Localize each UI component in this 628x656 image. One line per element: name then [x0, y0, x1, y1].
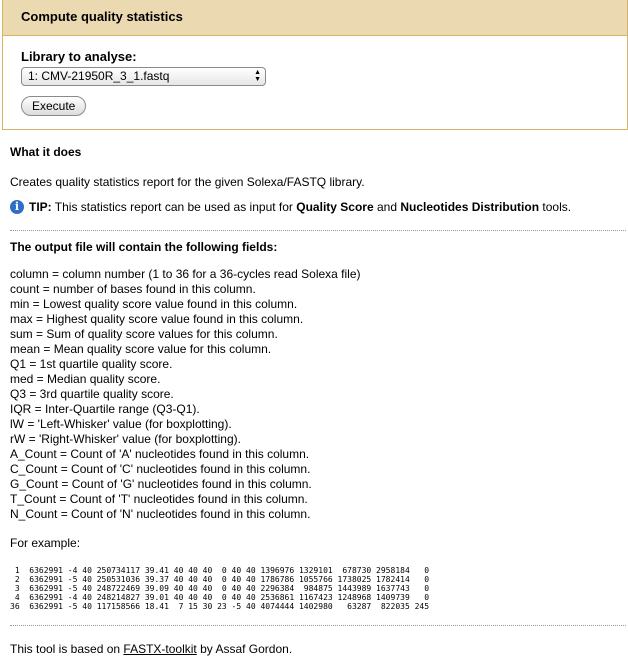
fastx-toolkit-link[interactable]: FASTX-toolkit	[123, 642, 197, 656]
field-line: max = Highest quality score value found in this column.	[10, 312, 304, 326]
example-row: 1 6362991 -4 40 250734117 39.41 40 40 40 0 40 40 1396976 1329101 678730 2958184 0	[10, 566, 430, 575]
what-it-does-heading: What it does	[10, 145, 82, 159]
fields-list	[10, 267, 628, 522]
tool-form	[2, 0, 628, 130]
field-line: lW = 'Left-Whisker' value (for boxplotting).	[10, 417, 232, 431]
footer-prefix: This tool is based on	[10, 642, 121, 656]
tip-row	[10, 200, 628, 214]
field-line: C_Count = Count of 'C' nucleotides found in this column.	[10, 462, 311, 476]
example-row: 2 6362991 -5 40 250531036 39.37 40 40 40 0 40 40 1786786 1055766 1738025 1782414 0	[10, 575, 430, 584]
footer-text	[10, 642, 628, 656]
field-line: mean = Mean quality score value for this column.	[10, 342, 272, 356]
example-row: 4 6362991 -4 40 248214827 39.01 40 40 40 0 40 40 2536861 1167423 1248968 1409739 0	[10, 593, 430, 602]
tool-form-body	[3, 36, 627, 116]
tip-label: TIP:	[29, 200, 52, 214]
divider	[10, 625, 626, 626]
field-line: Q1 = 1st quartile quality score.	[10, 357, 173, 371]
example-label: For example:	[10, 536, 81, 550]
footer-suffix: by Assaf Gordon.	[200, 642, 293, 656]
info-icon: i	[10, 200, 24, 214]
tip-text-1: This statistics report can be used as input for	[54, 200, 293, 214]
example-block	[10, 566, 628, 611]
library-select[interactable]	[21, 67, 266, 86]
field-line: med = Median quality score.	[10, 372, 161, 386]
example-row: 36 6362991 -5 40 117158566 18.41 7 15 30 23 -5 40 4074444 1402980 63287 822035 245	[10, 602, 430, 611]
tip-nucleotides-distribution: Nucleotides Distribution	[400, 200, 540, 214]
field-line: Q3 = 3rd quartile quality score.	[10, 387, 174, 401]
help-section	[0, 145, 628, 656]
execute-button[interactable]: Execute	[21, 96, 86, 116]
output-heading: The output file will contain the following fields:	[10, 240, 278, 254]
library-select-value: 1: CMV-21950R_3_1.fastq	[28, 69, 170, 83]
library-label: Library to analyse:	[21, 49, 137, 64]
field-line: column = column number (1 to 36 for a 36-cycles read Solexa file)	[10, 267, 361, 281]
field-line: min = Lowest quality score value found in this column.	[10, 297, 298, 311]
tip-text-3: tools.	[542, 200, 572, 214]
tip-text-2: and	[376, 200, 398, 214]
field-line: A_Count = Count of 'A' nucleotides found in this column.	[10, 447, 310, 461]
field-line: N_Count = Count of 'N' nucleotides found in this column.	[10, 507, 311, 521]
example-row: 3 6362991 -5 40 248722469 39.09 40 40 40 0 40 40 2296384 984875 1443989 1637743 0	[10, 584, 430, 593]
divider	[10, 230, 626, 231]
field-line: G_Count = Count of 'G' nucleotides found in this column.	[10, 477, 312, 491]
tool-title: Compute quality statistics	[3, 0, 627, 36]
tip-text	[29, 200, 571, 214]
what-it-does-text: Creates quality statistics report for the given Solexa/FASTQ library.	[10, 175, 365, 189]
field-line: IQR = Inter-Quartile range (Q3-Q1).	[10, 402, 200, 416]
field-line: sum = Sum of quality score values for this column.	[10, 327, 278, 341]
tip-quality-score: Quality Score	[296, 200, 374, 214]
field-line: count = number of bases found in this column.	[10, 282, 256, 296]
field-line: rW = 'Right-Whisker' value (for boxplotting).	[10, 432, 241, 446]
field-line: T_Count = Count of 'T' nucleotides found in this column.	[10, 492, 308, 506]
select-arrows-icon: ▲ ▼	[254, 69, 261, 83]
